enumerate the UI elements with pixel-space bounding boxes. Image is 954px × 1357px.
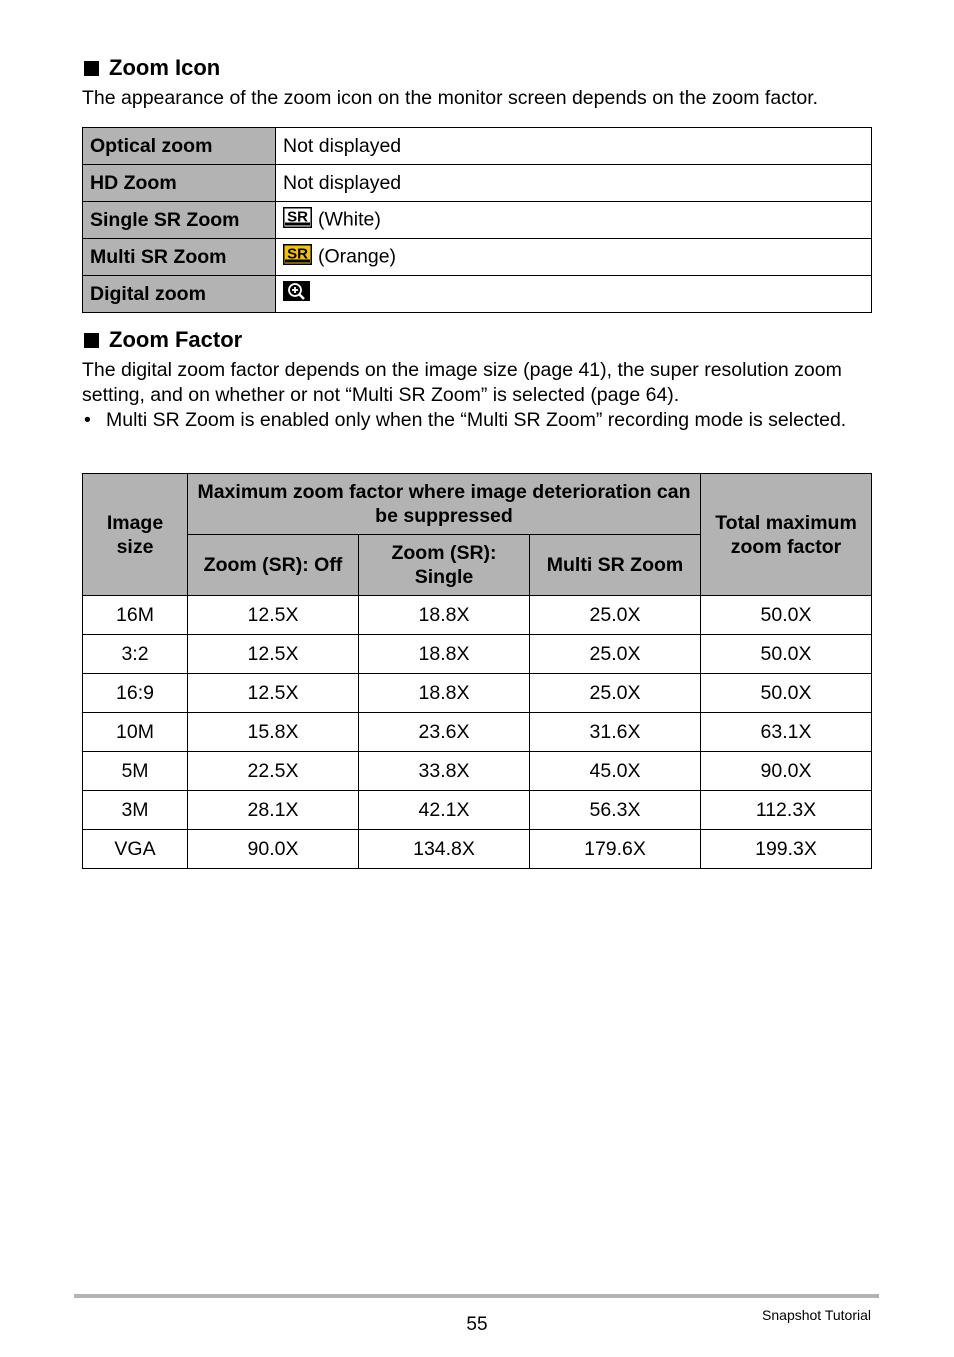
icon-table-row (83, 276, 872, 313)
image-size-cell: 3:2 (83, 635, 188, 674)
page-number: 55 (466, 1314, 488, 1335)
zoom-type-label: Optical zoom (83, 128, 276, 165)
multi-sr-zoom-cell: 45.0X (530, 752, 701, 791)
zoom-icon-intro: The appearance of the zoom icon on the monitor screen depends on the zoom factor. (82, 87, 819, 109)
table-row (83, 791, 872, 830)
table-row (83, 635, 872, 674)
zoom-icon-heading (84, 55, 220, 81)
zoom-icon-value-text: Not displayed (283, 171, 402, 194)
col-image-size: Image size (83, 474, 188, 596)
zoom-factor-bullet (82, 408, 882, 433)
multi-sr-zoom-cell: 31.6X (530, 713, 701, 752)
sr-icon-text: SR (287, 245, 308, 262)
zoom-icon-value-text: (Orange) (318, 245, 397, 268)
zoom-icon-value-text: (White) (318, 208, 381, 231)
zoom-sr-off-cell: 28.1X (188, 791, 359, 830)
zoom-icon-value (276, 276, 872, 313)
zoom-type-label: Single SR Zoom (83, 202, 276, 239)
zoom-sr-off-cell: 90.0X (188, 830, 359, 869)
bullet-dot: • (84, 409, 91, 431)
sr-icon-text: SR (287, 208, 308, 225)
multi-sr-zoom-cell: 56.3X (530, 791, 701, 830)
multi-sr-zoom-cell: 179.6X (530, 830, 701, 869)
zoom-sr-single-cell: 18.8X (359, 596, 530, 635)
total-max-zoom-cell: 63.1X (701, 713, 872, 752)
total-max-zoom-cell: 50.0X (701, 635, 872, 674)
zoom-factor-heading (84, 327, 242, 353)
zoom-sr-single-cell: 18.8X (359, 635, 530, 674)
image-size-cell: 3M (83, 791, 188, 830)
col-group-max-zoom: Maximum zoom factor where image deterioration can be suppressed (188, 474, 701, 535)
zoom-factor-table (82, 473, 872, 869)
table-row (83, 752, 872, 791)
total-max-zoom-cell: 50.0X (701, 674, 872, 713)
total-max-zoom-cell: 90.0X (701, 752, 872, 791)
footer-divider (74, 1294, 879, 1298)
bullet-text: Multi SR Zoom is enabled only when the “Multi SR Zoom” recording mode is selected. (106, 409, 847, 431)
zoom-icon-value-text: Not displayed (283, 134, 402, 157)
zoom-sr-off-cell: 22.5X (188, 752, 359, 791)
zoom-sr-off-cell: 12.5X (188, 635, 359, 674)
table-row (83, 596, 872, 635)
zoom-type-label: Multi SR Zoom (83, 239, 276, 276)
zoom-sr-single-cell: 23.6X (359, 713, 530, 752)
col-multi-sr-zoom: Multi SR Zoom (530, 535, 701, 596)
zoom-icon-value (276, 202, 872, 239)
total-max-zoom-cell: 199.3X (701, 830, 872, 869)
table-row (83, 830, 872, 869)
section-name: Snapshot Tutorial (762, 1307, 871, 1323)
table-row (83, 674, 872, 713)
zoom-type-label: HD Zoom (83, 165, 276, 202)
zoom-icon-value (276, 165, 872, 202)
icon-table-row (83, 165, 872, 202)
zoom-icon-value (276, 128, 872, 165)
multi-sr-zoom-cell: 25.0X (530, 674, 701, 713)
zoom-sr-single-cell: 42.1X (359, 791, 530, 830)
table-row (83, 713, 872, 752)
sr-orange-icon (283, 244, 312, 271)
zoom-icon-value (276, 239, 872, 276)
zoom-factor-heading-text: Zoom Factor (109, 327, 243, 352)
total-max-zoom-cell: 112.3X (701, 791, 872, 830)
zoom-sr-off-cell: 15.8X (188, 713, 359, 752)
image-size-cell: VGA (83, 830, 188, 869)
heading-square-icon (84, 333, 99, 348)
zoom-icon-table (82, 127, 872, 313)
total-max-zoom-cell: 50.0X (701, 596, 872, 635)
zoom-sr-off-cell: 12.5X (188, 596, 359, 635)
icon-table-row (83, 202, 872, 239)
multi-sr-zoom-cell: 25.0X (530, 596, 701, 635)
col-zoom-sr-single: Zoom (SR): Single (359, 535, 530, 596)
zoom-factor-paragraph: The digital zoom factor depends on the image size (page 41), the super resolution zoom setting, and on whether or not “Multi SR Zoom” is selected (page 64). (82, 359, 842, 406)
zoom-type-label: Digital zoom (83, 276, 276, 313)
zoom-sr-single-cell: 18.8X (359, 674, 530, 713)
image-size-cell: 10M (83, 713, 188, 752)
heading-square-icon (84, 61, 99, 76)
icon-table-row (83, 128, 872, 165)
col-total-max-zoom: Total maximum zoom factor (701, 474, 872, 596)
sr-white-icon (283, 207, 312, 234)
col-zoom-sr-off: Zoom (SR): Off (188, 535, 359, 596)
zoom-sr-single-cell: 33.8X (359, 752, 530, 791)
zoom-sr-single-cell: 134.8X (359, 830, 530, 869)
icon-table-row (83, 239, 872, 276)
multi-sr-zoom-cell: 25.0X (530, 635, 701, 674)
zoom-sr-off-cell: 12.5X (188, 674, 359, 713)
zoom-icon-heading-text: Zoom Icon (109, 55, 221, 80)
image-size-cell: 5M (83, 752, 188, 791)
image-size-cell: 16M (83, 596, 188, 635)
digital-zoom-icon (283, 281, 310, 307)
image-size-cell: 16:9 (83, 674, 188, 713)
